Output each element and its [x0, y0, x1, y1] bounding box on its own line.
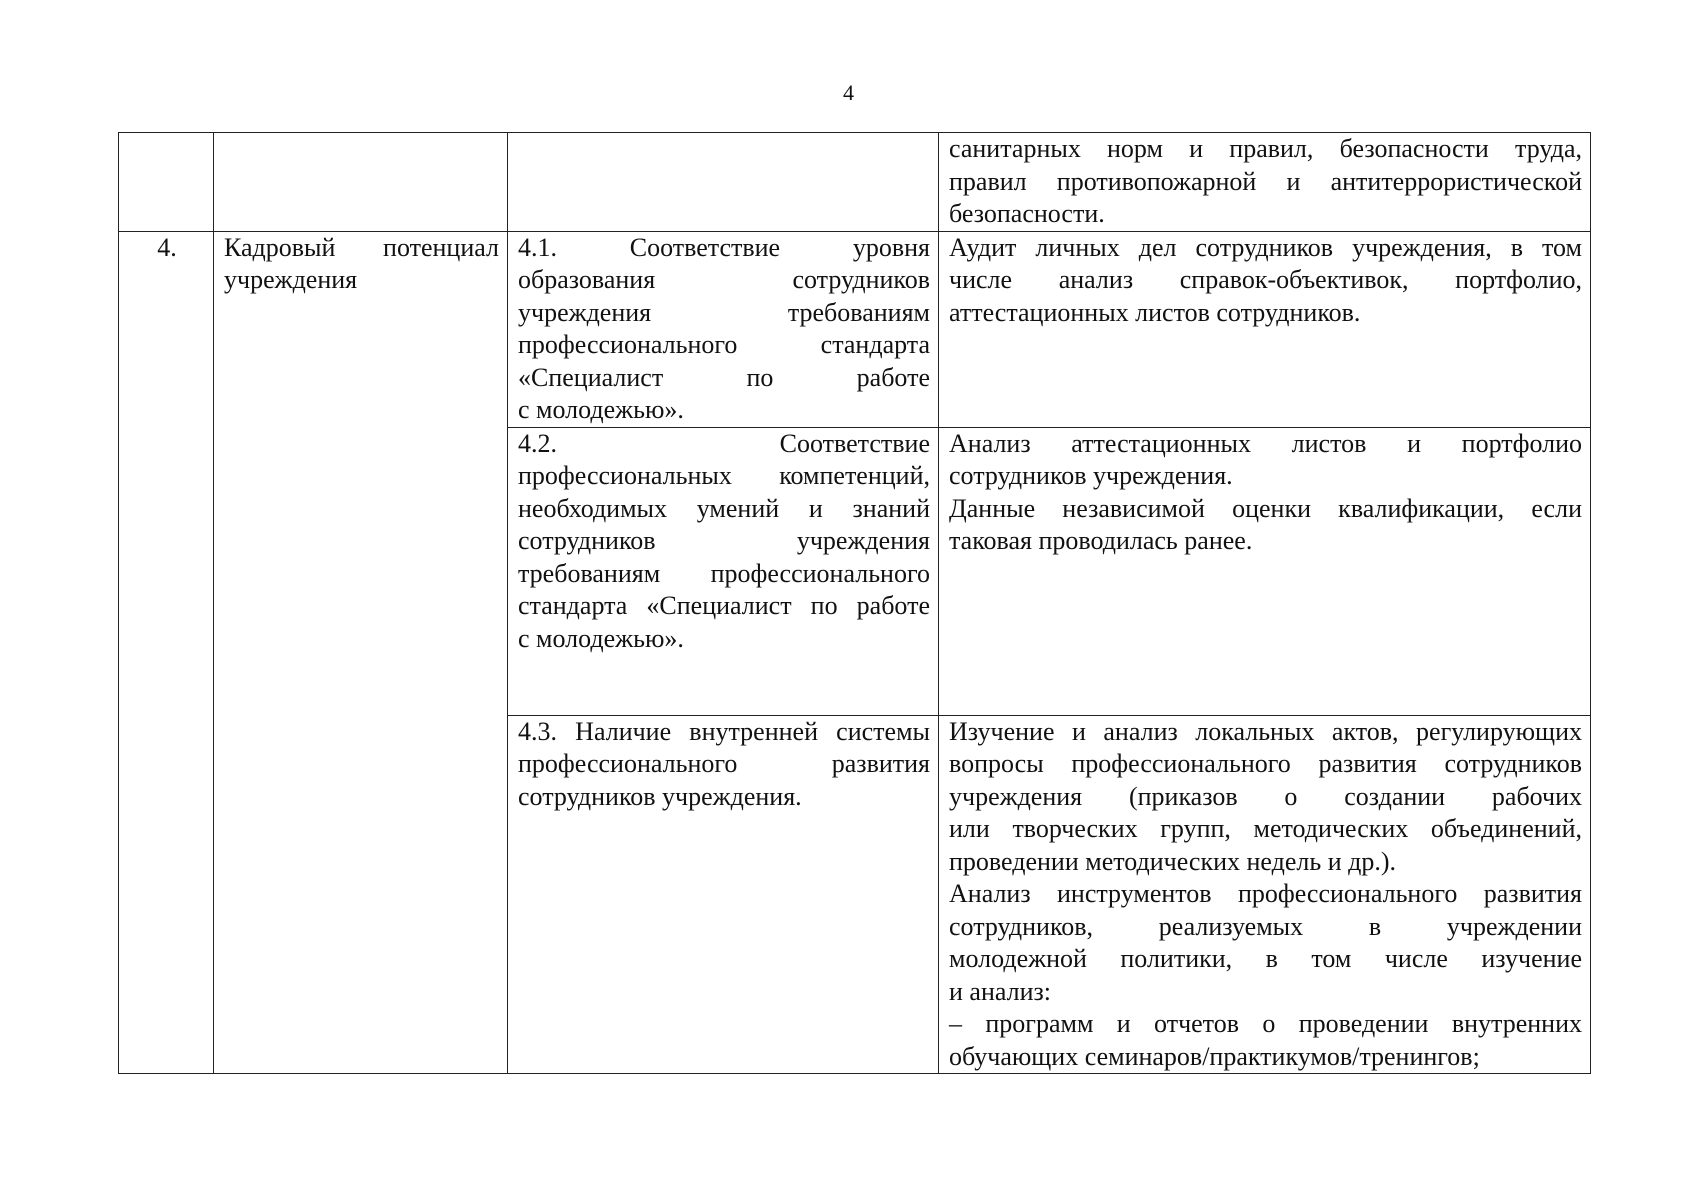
table-row — [119, 133, 1591, 232]
source-line: аттестационных листов сотрудников. — [949, 297, 1361, 327]
criterion-line: Кадровый потенциал — [224, 232, 499, 262]
table-row — [119, 231, 1591, 427]
indicator-line: сотрудников учреждения. — [518, 781, 802, 811]
source-line: или творческих групп, методических объединений, — [949, 814, 1582, 843]
source-line: Анализ аттестационных листов и портфолио — [949, 428, 1582, 458]
indicator-line: сотрудников учреждения — [518, 526, 930, 555]
source-line: вопросы профессионального развития сотрудников — [949, 749, 1582, 778]
source-cell — [939, 427, 1591, 715]
criterion-cell — [214, 133, 508, 232]
source-line: безопасности. — [949, 199, 1105, 228]
indicator-line: профессиональных компетенций, — [518, 461, 930, 490]
page-number: 4 — [843, 80, 854, 105]
source-line: учреждения (приказов о создании рабочих — [949, 781, 1582, 811]
indicator-line: 4.1. Соответствие уровня — [518, 232, 930, 262]
indicator-line: «Специалист по работе — [518, 362, 930, 392]
criteria-table — [118, 132, 1591, 1074]
source-line: числе анализ справок-объективок, портфолио, — [949, 265, 1582, 294]
source-line: и анализ: — [949, 976, 1052, 1006]
number-cell: 4. — [119, 231, 214, 1074]
source-cell — [939, 715, 1591, 1074]
source-cell — [939, 133, 1591, 232]
source-line: – программ и отчетов о проведении внутренних — [949, 1009, 1582, 1038]
indicator-cell — [508, 231, 939, 427]
number-cell — [119, 133, 214, 232]
source-line: правил противопожарной и антитеррористической — [949, 166, 1582, 196]
indicator-line: 4.2. Соответствие — [518, 428, 930, 458]
indicator-line: учреждения требованиям — [518, 297, 930, 327]
indicator-cell — [508, 133, 939, 232]
indicator-line: требованиям профессионального — [518, 558, 930, 588]
source-line: сотрудников, реализуемых в учреждении — [949, 911, 1582, 941]
source-line: сотрудников учреждения. — [949, 461, 1233, 490]
indicator-line: 4.3. Наличие внутренней системы — [518, 716, 930, 746]
indicator-line: с молодежью». — [518, 623, 684, 653]
source-line: Анализ инструментов профессионального развития — [949, 879, 1582, 908]
indicator-line: профессионального стандарта — [518, 330, 930, 359]
indicator-cell — [508, 427, 939, 715]
source-line: Изучение и анализ локальных актов, регулирующих — [949, 716, 1582, 746]
source-line: Аудит личных дел сотрудников учреждения, в том — [949, 232, 1582, 262]
source-line: обучающих семинаров/практикумов/тренингов; — [949, 1041, 1480, 1071]
indicator-line: необходимых умений и знаний — [518, 493, 930, 523]
indicator-line: образования сотрудников — [518, 265, 930, 294]
source-line: таковая проводилась ранее. — [949, 526, 1253, 555]
source-line: Данные независимой оценки квалификации, если — [949, 493, 1582, 523]
source-line: молодежной политики, в том числе изучение — [949, 944, 1582, 973]
indicator-line: стандарта «Специалист по работе — [518, 591, 930, 620]
indicator-line: с молодежью». — [518, 395, 684, 424]
indicator-line: профессионального развития — [518, 749, 930, 778]
criterion-cell — [214, 231, 508, 1074]
source-line: проведении методических недель и др.). — [949, 846, 1397, 876]
indicator-cell — [508, 715, 939, 1074]
source-cell — [939, 231, 1591, 427]
criterion-line: учреждения — [224, 265, 358, 294]
source-line: санитарных норм и правил, безопасности труда, — [949, 134, 1582, 163]
